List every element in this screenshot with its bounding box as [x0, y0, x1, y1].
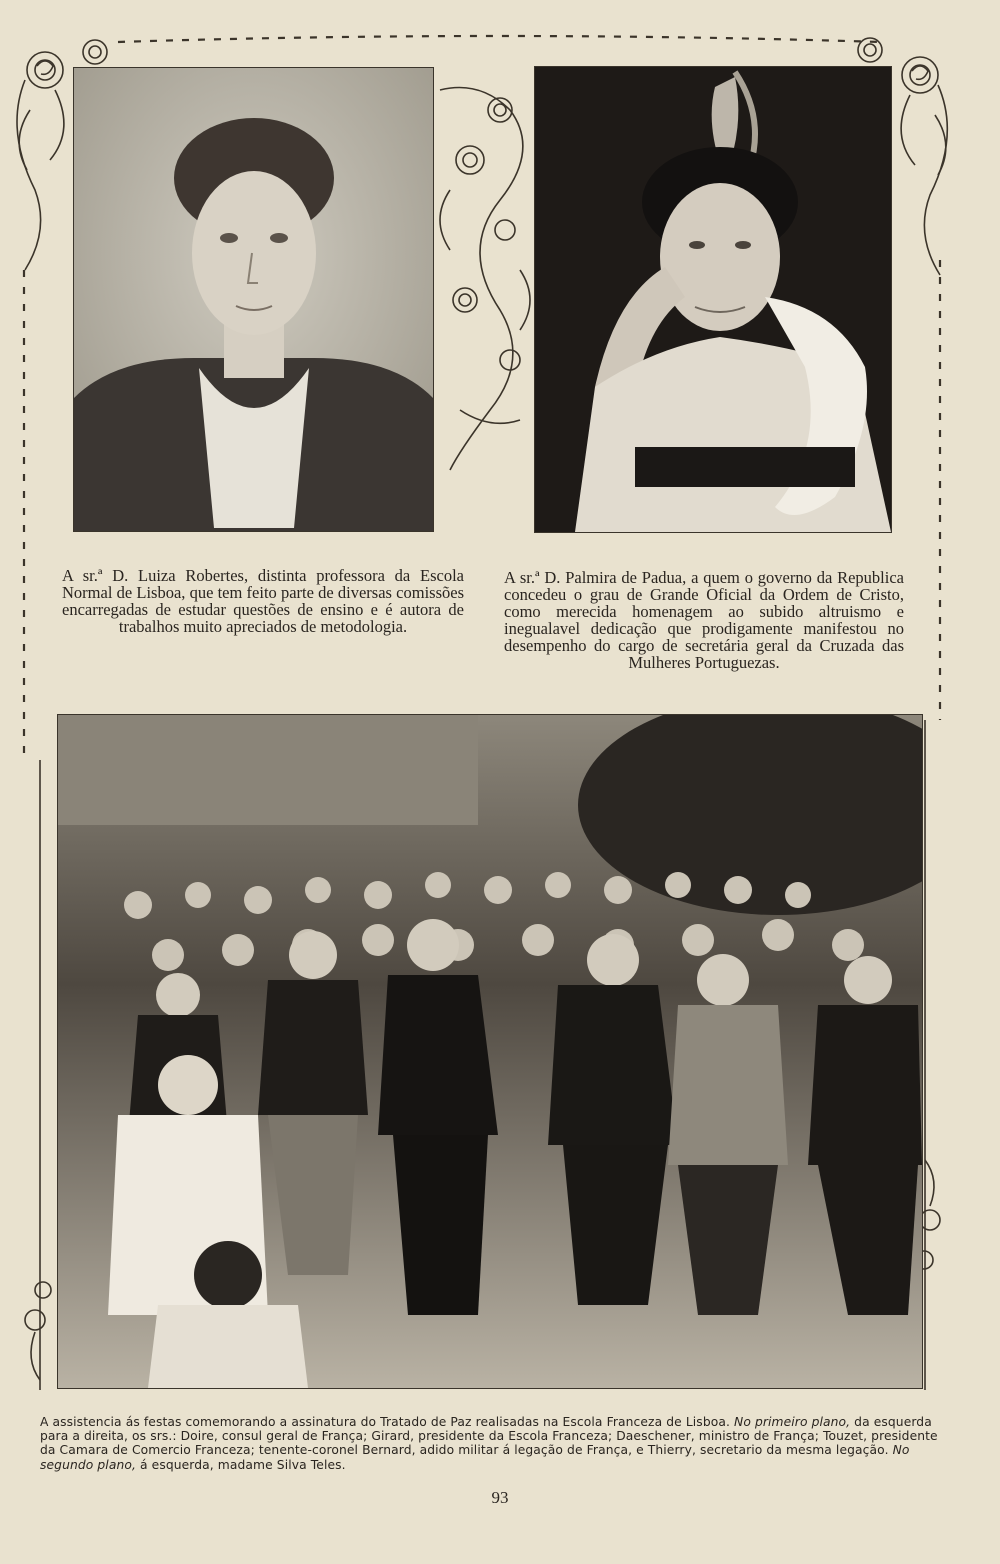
caption-group-italic1: No primeiro plano,: [734, 1415, 851, 1429]
caption-group-part3: á esquerda, madame Silva Teles.: [140, 1457, 346, 1472]
portrait-luiza-robertes: [73, 67, 434, 532]
group-photo-escola-franceza: [57, 714, 923, 1389]
caption-luiza-robertes: A sr.ª D. Luiza Robertes, distinta professora da Escola Normal de Lisboa, que tem feito parte de diversas comissões encarregadas de estudar questões de ensino e é autora de trabalhos muito apreciados de metodologia.: [62, 566, 464, 636]
page-number: 93: [491, 1488, 509, 1507]
caption-group-photo: [40, 1415, 952, 1472]
caption-palmira-de-padua: A sr.ª D. Palmira de Padua, a quem o governo da Republica concedeu o grau de Grande Oficial da Ordem de Cristo, como merecida homenagem ao subido altruismo e inegualavel dedicação que prodigamente manifestou no desempenho do cargo de secretária geral da Cruzada das Mulheres Portuguezas.: [504, 568, 904, 672]
caption-group-part2: da esquerda para a direita, os srs.: Doire, consul geral de França; Girard, presidente da Escola Franceza; Daeschener, ministro de França; Touzet, presidente da Camara de Comercio Franceza; tenente-coronel Bernard, adido militar á legação de França, e Thierry, secretario da mesma legação.: [40, 1415, 938, 1458]
portrait-palmira-de-padua: [534, 66, 892, 533]
caption-group-italic2: No segundo plano,: [40, 1443, 910, 1472]
caption-group-part1: A assistencia ás festas comemorando a assinatura do Tratado de Paz realisadas na Escola Franceza de Lisboa.: [40, 1415, 730, 1429]
